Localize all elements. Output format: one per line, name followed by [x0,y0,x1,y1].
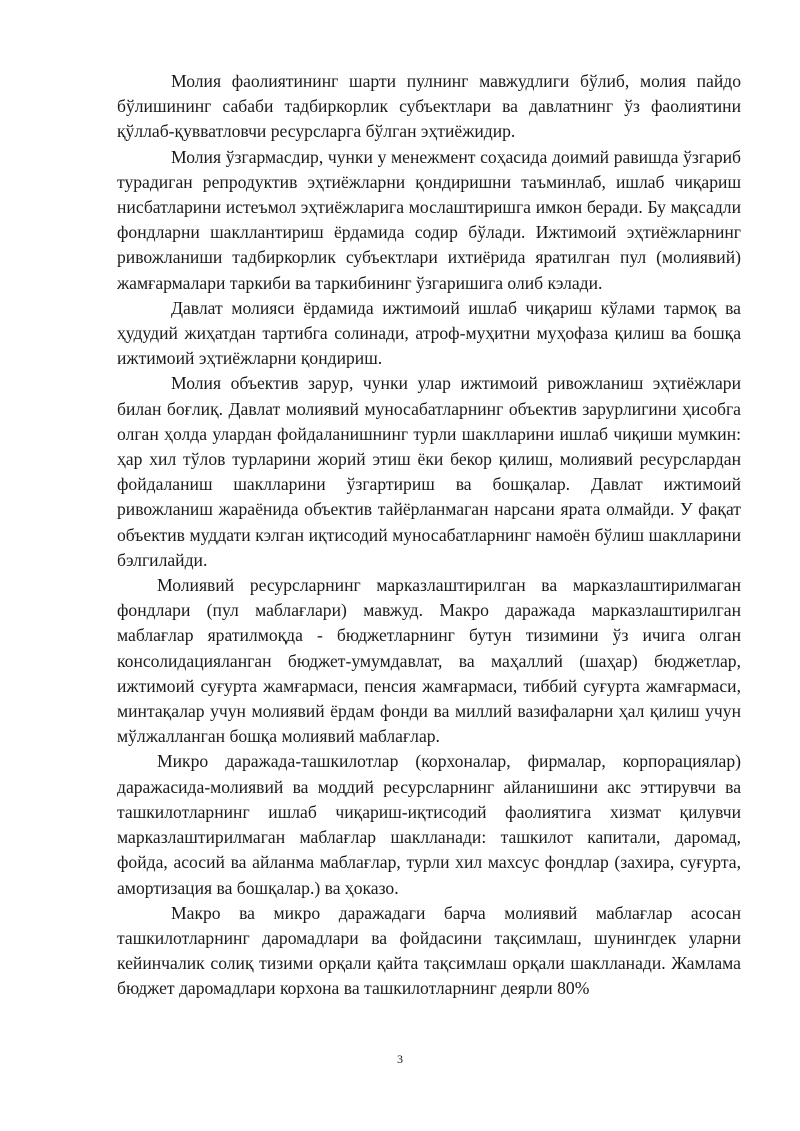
paragraph-6: Микро даражада-ташкилотлар (корхоналар, фирмалар, корпорациялар) даражасида-молиявий ва моддий ресурсларнинг айланишини акс эттирувчи ва ташкилотларнинг ишлаб чиқариш-иқтисодий фаолиятига хизмат қилувчи марказлаштирилмаган маблағлар шаклланади: ташкилот капитали, даромад, фойда, асосий ва айланма маблағлар, турли хил махсус фондлар (захира, суғурта, амортизация ва бошқалар.) ва ҳоказо. [117,751,741,898]
paragraph-7: Макро ва микро даражадаги барча молиявий маблағлар асосан ташкилотларнинг даромадлари ва фойдасини тақсимлаш, шунингдек уларни кейинчалик солиқ тизими орқали қайта тақсимлаш орқали шаклланади. Жамлама бюджет даромадлари корхона ва ташкилотларнинг деярли 80% [117,902,741,999]
paragraph-1: Молия фаолиятининг шарти пулнинг мавжудлиги бўлиб, молия пайдо бўлишининг сабаби тадбиркорлик субъектлари ва давлатнинг ўз фаолиятини қўллаб-қувватловчи ресурсларга бўлган эҳтиёжидир. [117,71,741,142]
document-body [117,69,741,1002]
paragraph-2: Молия ўзгармасдир, чунки у менежмент соҳасида доимий равишда ўзгариб турадиган репродуктив эҳтиёжларни қондиришни таъминлаб, ишлаб чиқариш нисбатларини истеъмол эҳтиёжларига мослаштиришга имкон беради. Бу мақсадли фондларни шакллантириш ёрдамида содир бўлади. Ижтимоий эҳтиёжларнинг ривожланиши тадбиркорлик субъектлари ихтиёрида яратилган пул (молиявий) жамғармалари таркиби ва таркибининг ўзгаришига олиб кэлади. [117,146,741,293]
paragraph-5: Молиявий ресурсларнинг марказлаштирилган ва марказлаштирилмаган фондлари (пул маблағлари) мавжуд. Макро даражада марказлаштирилган маблағлар яратилмоқда - бюджетларнинг бутун тизимини ўз ичига олган консолидацияланган бюджет-умумдавлат, ва маҳаллий (шаҳар) бюджетлар, ижтимоий суғурта жамғармаси, пенсия жамғармаси, тиббий суғурта жамғармаси, минтақалар учун молиявий ёрдам фонди ва миллий вазифаларни ҳал қилиш учун мўлжалланган бошқа молиявий маблағлар. [117,575,741,747]
paragraph-3: Давлат молияси ёрдамида ижтимоий ишлаб чиқариш кўлами тармоқ ва ҳудудий жиҳатдан тартибга солинади, атроф-муҳитни муҳофаза қилиш ва бошқа ижтимоий эҳтиёжларни қондириш. [117,297,741,369]
page-number: 3 [397,1052,403,1066]
paragraph-4: Молия объектив зарур, чунки улар ижтимоий ривожланиш эҳтиёжлари билан боғлиқ. Давлат молиявий муносабатларнинг объектив зарурлигини ҳисобга олган ҳолда улардан фойдаланишнинг турли шаклларини ишлаб чиқиши мумкин: ҳар хил тўлов турларини жорий этиш ёки бекор қилиш, молиявий ресурслардан фойдаланиш шаклларини ўзгартириш ва бошқалар. Давлат ижтимоий ривожланиш жараёнида объектив тайёрланмаган нарсани ярата олмайди. У фақат объектив муддати кэлган иқтисодий муносабатларнинг намоён бўлиш шаклларини бэлгилайди. [117,373,741,570]
